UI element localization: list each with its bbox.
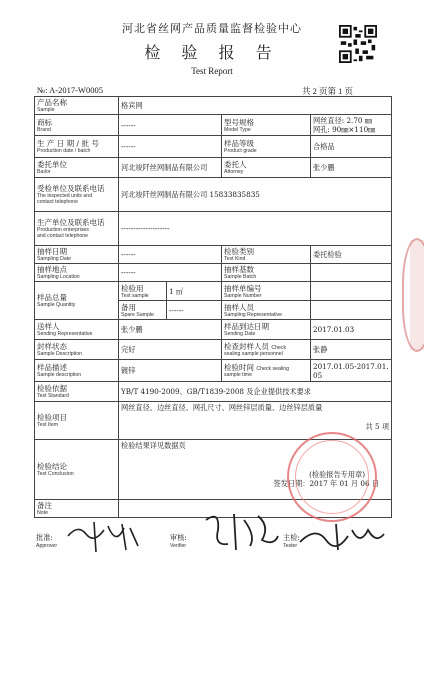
verifier-label: 审核: Verifier — [170, 533, 187, 549]
tester-label: 主检: Tester — [283, 533, 300, 549]
table-row: 送样人 Sending Representative 张少鹏 样品到达日期 Sending Date 2017.01.03 — [35, 320, 392, 340]
value-spare-sample: ------ — [167, 301, 222, 320]
value-check-time: 2017.01.05-2017.01.05 — [311, 360, 392, 382]
approver-signature — [64, 516, 144, 556]
value-seal-checker: 张静 — [311, 340, 392, 360]
value-client: 河北竣阡丝网制品有限公司 — [119, 158, 222, 178]
value-brand: ------ — [119, 115, 222, 136]
table-row: 生产单位及联系电话 Production enterprises and contact telephone -------------------- — [35, 212, 392, 246]
value-sample-batch — [311, 264, 392, 282]
value-test-kind: 委托检验 — [311, 246, 392, 264]
table-row: 抽样地点 Sampling Location ------ 抽样基数 Sample Batch — [35, 264, 392, 282]
value-sampler — [311, 301, 392, 320]
table-row: 样品总量 Sample Quantity 检验用 Test sample 1 ㎡ 抽样单编号 Sample Number — [35, 282, 392, 301]
value-sender: 张少鹏 — [119, 320, 222, 340]
value-test-sample: 1 ㎡ — [167, 282, 222, 301]
table-row: 抽样日期 Sampling Date ------ 检验类别 Test Kind 委托检验 — [35, 246, 392, 264]
value-sample-number — [311, 282, 392, 301]
value-model: 网丝直径: 2.70 ㎜ 网孔: 90㎜×110㎜ — [311, 115, 392, 136]
issue-date: 签发日期：2017 年 01 月 06 日 — [273, 479, 380, 488]
value-grade: 合格品 — [311, 136, 392, 158]
stamp-caption: (检验报告专用章) — [309, 470, 366, 479]
table-row: 受检单位及联系电话 The inspected units and contact telephone 河北竣阡丝网制品有限公司 15833835835 — [35, 178, 392, 212]
table-row: 委托单位 Baılor 河北竣阡丝网制品有限公司 委托人 Attorney 张少鹏 — [35, 158, 392, 178]
table-row — [35, 97, 392, 115]
approver-label: 批准: Approver — [36, 533, 58, 549]
value-inspected-unit: 河北竣阡丝网制品有限公司 15833835835 — [119, 178, 392, 212]
verifier-signature — [200, 506, 280, 556]
report-number: №: A-2017-W0005 — [37, 85, 103, 95]
table-row: 备注 Note — [35, 500, 392, 518]
table-row: 检验依据 Test Standard YB/T 4190-2009、GB/T1839-2008 及企业提供技术要求 — [35, 382, 392, 402]
qr-code-icon — [339, 25, 377, 63]
value-producer: -------------------- — [119, 212, 392, 246]
table-row: 样品描述 Sample description 镀锌 检验时间 Check sealing sample time 2017.01.05-2017.01.05 — [35, 360, 392, 382]
value-product-name: 格宾网 — [119, 97, 392, 115]
value-items: 网丝直径、边丝直径、网孔尺寸、网丝锌层质量、边丝锌层质量 共 5 项 — [119, 402, 392, 440]
table-row: 生 产 日 期 / 批 号 Production date / batch ------ 样品等级 Product grade 合格品 — [35, 136, 392, 158]
report-title: 检 验 报 告 — [144, 43, 280, 62]
table-row: 商标 Brand ------ 型号规格 Model Type 网丝直径: 2.70 ㎜ 网孔: 90㎜×110㎜ — [35, 115, 392, 136]
value-production-date: ------ — [119, 136, 222, 158]
tester-signature — [296, 516, 386, 556]
value-sending-date: 2017.01.03 — [311, 320, 392, 340]
table-row: 检验结论 Test Conclusion 检验结果详见数据页 (检验报告专用章) 签发日期：2017 年 01 月 06 日 — [35, 440, 392, 500]
report-subtitle: Test Report — [191, 66, 233, 76]
value-attorney: 张少鹏 — [311, 158, 392, 178]
organization-name: 河北省丝网产品质量监督检验中心 — [122, 22, 302, 35]
item-count: 共 5 项 — [365, 422, 390, 431]
page-count: 共 2 页第 1 页 — [302, 86, 354, 96]
label-cell: 产品名称 Sample — [35, 97, 119, 115]
table-row: 检验项目 Test Item 网丝直径、边丝直径、网孔尺寸、网丝锌层质量、边丝锌层质量 共 5 项 — [35, 402, 392, 440]
table-row: 封样状态 Sample Description 完好 检查封样人员 Check sealing sample personnel 张静 — [35, 340, 392, 360]
value-standard: YB/T 4190-2009、GB/T1839-2008 及企业提供技术要求 — [119, 382, 392, 402]
inspection-seal-stamp — [287, 432, 377, 522]
value-sampling-location: ------ — [119, 264, 222, 282]
side-seal-stamp — [402, 238, 424, 352]
value-description: 镀锌 — [119, 360, 222, 382]
value-conclusion: 检验结果详见数据页 (检验报告专用章) 签发日期：2017 年 01 月 06 日 — [119, 440, 392, 500]
value-sampling-date: ------ — [119, 246, 222, 264]
value-seal: 完好 — [119, 340, 222, 360]
table-row: 备用 Spare Sample ------ 抽样人员 Sampling Representative — [35, 301, 392, 320]
